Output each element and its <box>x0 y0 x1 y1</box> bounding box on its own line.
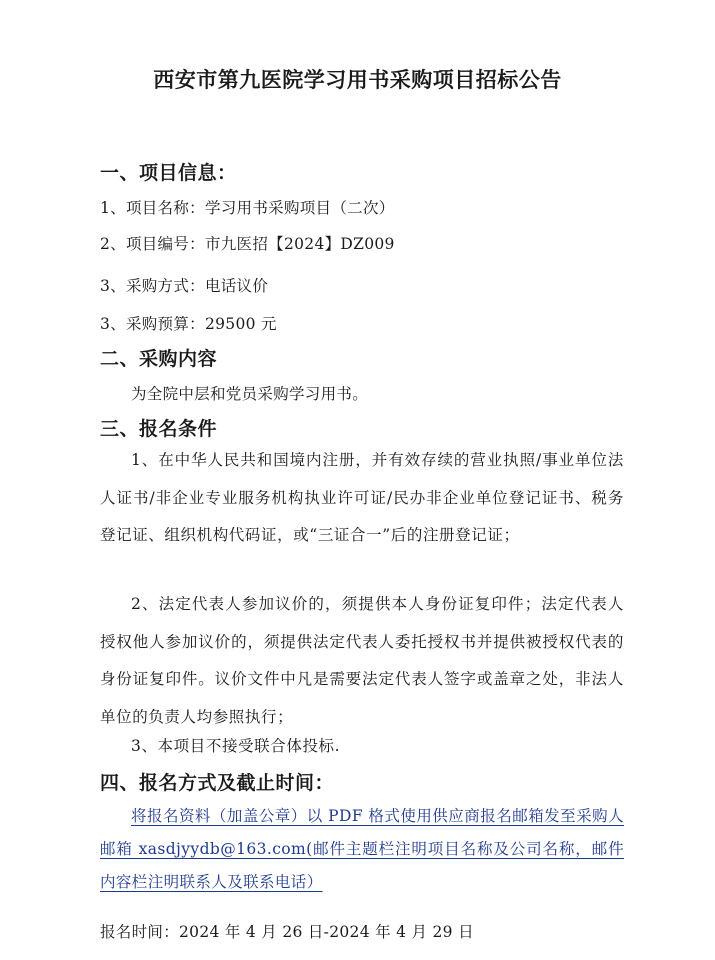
registration-instructions-link[interactable]: 将报名资料（加盖公章）以 PDF 格式使用供应商报名邮箱发至采购人邮箱 xasdjyydb@163.com(邮件主题栏注明项目名称及公司名称，邮件内容栏注明联系人及联系电话） <box>100 807 624 891</box>
document-title: 西安市第九医院学习用书采购项目招标公告 <box>153 68 562 92</box>
condition-3: 3、本项目不接受联合体投标. <box>131 737 341 755</box>
section-heading-registration-method: 四、报名方式及截止时间： <box>100 772 335 794</box>
project-number: 2、项目编号：市九医招【2024】DZ009 <box>100 235 395 253</box>
section-heading-registration-conditions: 三、报名条件 <box>100 418 218 440</box>
procurement-budget: 3、采购预算：29500 元 <box>100 315 277 333</box>
condition-2: 2、法定代表人参加议价的，须提供本人身份证复印件；法定代表人授权他人参加议价的，须提供法定代表人委托授权书并提供被授权代表的身份证复印件。议价文件中凡是需要法定代表人签字或盖章之处，非法人单位的负责人均参照执行； <box>100 595 624 726</box>
registration-time: 报名时间：2024 年 4 月 26 日-2024 年 4 月 29 日 <box>100 923 474 941</box>
project-name: 1、项目名称：学习用书采购项目（二次） <box>100 199 395 217</box>
section-heading-procurement-content: 二、采购内容 <box>100 348 218 370</box>
procurement-method: 3、采购方式：电话议价 <box>100 277 269 295</box>
section-heading-project-info: 一、项目信息： <box>100 162 237 184</box>
procurement-content-text: 为全院中层和党员采购学习用书。 <box>131 385 369 403</box>
condition-1: 1、在中华人民共和国境内注册，并有效存续的营业执照/事业单位法人证书/非企业专业服务机构执业许可证/民办非企业单位登记证书、税务登记证、组织机构代码证，或“三证合一”后的注册登记证； <box>100 451 624 544</box>
